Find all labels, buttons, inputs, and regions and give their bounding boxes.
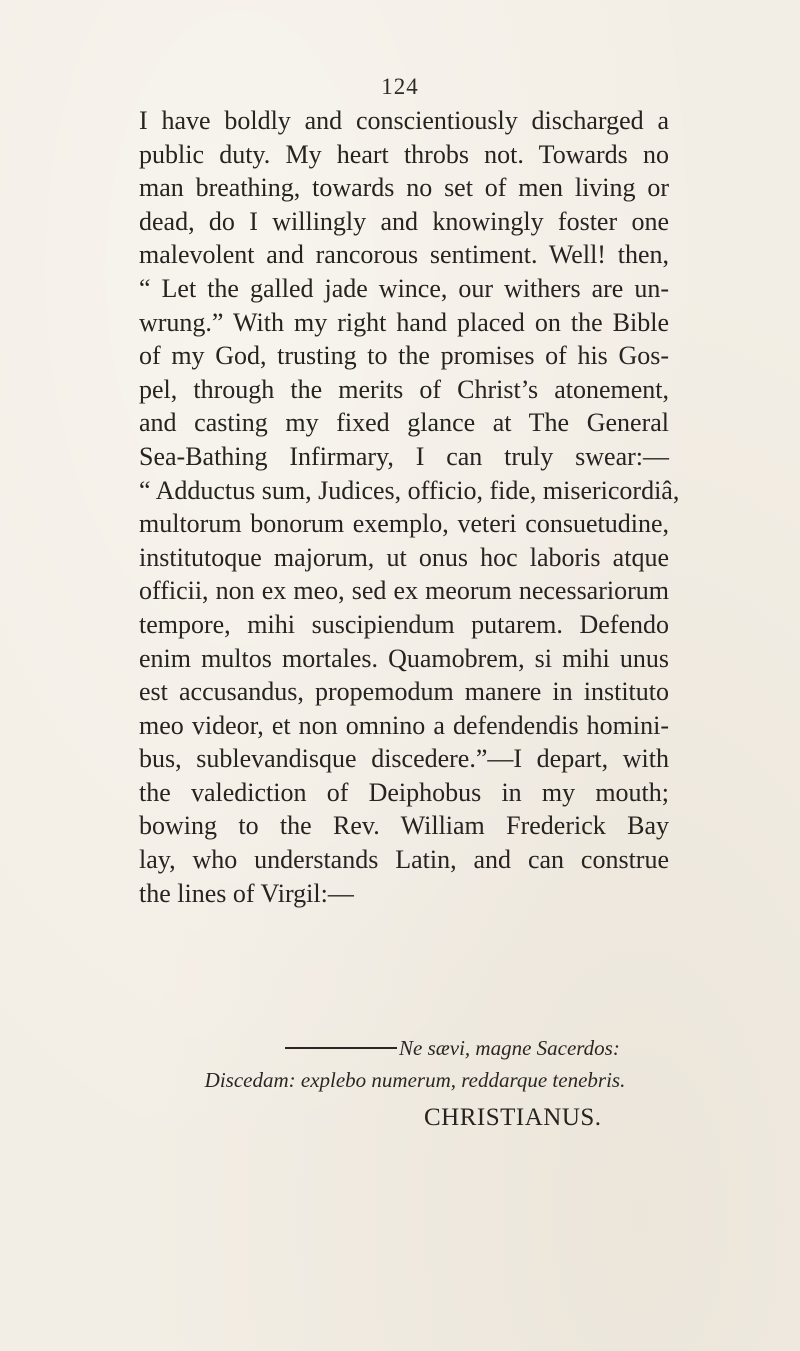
text-line: public duty. My heart throbs not. Towards no — [139, 139, 669, 169]
text-line: tempore, mihi suscipiendum putarem. Defendo — [139, 609, 669, 639]
text-line: pel, through the merits of Christ’s atonement, — [139, 374, 669, 404]
verse-text: Discedam: explebo numerum, reddarque tenebris. — [204, 1068, 626, 1092]
text-line: I have boldly and conscientiously discharged a — [139, 106, 669, 135]
text-line: the valediction of Deiphobus in my mouth; — [139, 777, 669, 807]
page-number: 124 — [381, 74, 419, 99]
text-line: of my God, trusting to the promises of his Gos- — [139, 341, 669, 371]
text-line: multorum bonorum exemplo, veteri consuetudine, — [139, 509, 669, 539]
text-line: lay, who understands Latin, and can construe — [139, 845, 669, 875]
body-paragraph — [139, 104, 680, 910]
text-line: man breathing, towards no set of men living or — [139, 173, 669, 203]
text-line: malevolent and rancorous sentiment. Well! then, — [139, 240, 669, 270]
text-line: institutoque majorum, ut onus hoc laboris atque — [139, 542, 669, 572]
text-line: meo videor, et non omnino a defendendis homini- — [139, 710, 669, 740]
text-line: officii, non ex meo, sed ex meorum necessariorum — [139, 576, 669, 606]
text-line: dead, do I willingly and knowingly foster one — [139, 206, 669, 236]
verse-text: Ne sævi, magne Sacerdos: — [399, 1036, 620, 1060]
verse-dash — [285, 1047, 397, 1049]
signature-text: CHRISTIANUS. — [424, 1104, 602, 1131]
text-line: bowing to the Rev. William Frederick Bay — [139, 811, 669, 841]
text-line: bus, sublevandisque discedere.”—I depart, with — [139, 744, 669, 774]
text-line: wrung.” With my right hand placed on the Bible — [139, 307, 669, 337]
text-line: and casting my fixed glance at The General — [139, 408, 669, 438]
text-line: “ Adductus sum, Judices, officio, fide, misericordiâ, — [139, 475, 680, 505]
text-line: est accusandus, propemodum manere in instituto — [139, 677, 669, 707]
text-line: Sea-Bathing Infirmary, I can truly swear:— — [139, 441, 669, 471]
text-line: “ Let the galled jade wince, our withers are un- — [139, 273, 669, 303]
text-line: the lines of Virgil:— — [139, 878, 354, 908]
text-line: enim multos mortales. Quamobrem, si mihi unus — [139, 643, 669, 673]
